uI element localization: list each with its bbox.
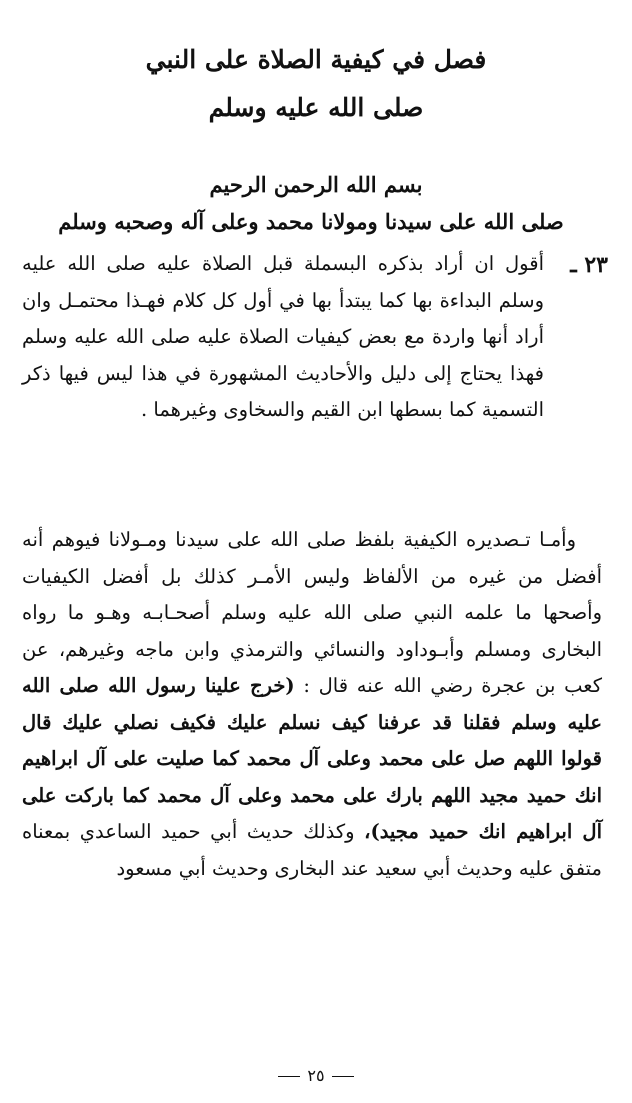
second-paragraph-outro: وكذلك حديث أبي حميد الساعدي بمعناه متفق عليه وحديث أبي سعيد عند البخارى وحديث أبي مسعود	[22, 820, 602, 880]
second-paragraph	[22, 522, 602, 887]
hadith-quote: (خرج علينا رسول الله صلى الله عليه وسلم فقلنا قد عرفنا كيف نسلم عليك فكيف نصلي عليك قال قولوا اللهم صل على محمد وعلى آل محمد كما صليت على آل ابراهيم انك حميد مجيد اللهم بارك على محمد وعلى آل محمد كما باركت على آل ابراهيم انك حميد مجيد)،	[22, 674, 602, 843]
page-number: ٢٥	[307, 1066, 325, 1085]
folio-dash-right	[332, 1076, 354, 1077]
folio-dash-left	[278, 1076, 300, 1077]
chapter-title-line-1: فصل في كيفية الصلاة على النبي	[145, 45, 487, 74]
page-number-footer	[0, 1064, 632, 1088]
basmala: بسم الله الرحمن الرحيم	[209, 172, 423, 197]
second-paragraph-intro: وأمـا تـصديره الكيفية بلفظ صلى الله على سيدنا ومـولانا فيوهم أنه أفضل من غيره من الألفاظ وليس الأمـر كذلك بل أفضل الكيفيات وأصحها ما علمه النبي صلى الله عليه وسلم أصحـابـه وهـو ما رواه البخارى ومسلم وأبـوداود والنسائي والترمذي وابن ماجه وغيرهم، عن كعب بن عجرة رضي الله عنه قال :	[22, 528, 602, 697]
salutation-line: صلى الله على سيدنا ومولانا محمد وعلى آله وصحبه وسلم	[58, 209, 564, 234]
chapter-title	[80, 36, 552, 132]
entry-paragraph: أقول ان أراد بذكره البسملة قبل الصلاة عليه صلى الله عليه وسلم البداءة بها كما يبتدأ بها في أول كل كلام فهـذا محتمـل وان أراد أنها واردة مع بعض كيفيات الصلاة عليه صلى الله عليه وسلم فهذا يحتاج إلى دليل والأحاديث المشهورة في هذا ليس فيها ذكر التسمية كما بسطها ابن القيم والسخاوى وغيرهما .	[22, 252, 544, 421]
chapter-title-line-2: صلى الله عليه وسلم	[208, 93, 424, 122]
entry-number: ٢٣ ـ	[570, 252, 608, 278]
